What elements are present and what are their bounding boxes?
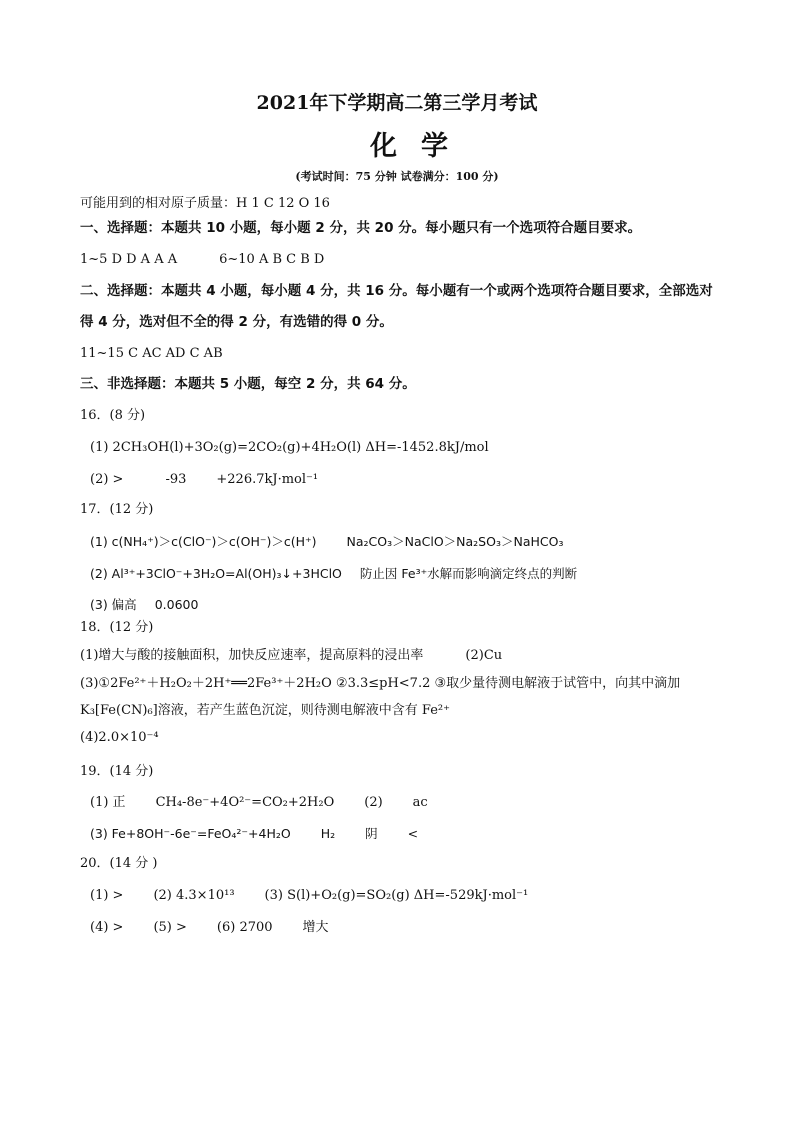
- subject-title: 化学: [370, 131, 472, 162]
- q20-part1-c: (3) S(l)+O₂(g)=SO₂(g) ΔH=-529kJ·mol⁻¹: [264, 888, 529, 903]
- q16-part1: (1) 2CH₃OH(l)+3O₂(g)=2CO₂(g)+4H₂O(l) ΔH=-1452.8kJ/mol: [90, 440, 489, 455]
- q17-part2-a: (2) Al³⁺+3ClO⁻+3H₂O=Al(OH)₃↓+3HClO: [90, 566, 342, 581]
- q19-part1-a: (1) 正: [90, 795, 126, 810]
- q20-part2-d: 增大: [302, 920, 329, 935]
- section1-answers: [80, 252, 324, 268]
- q19-part1-b: CH₄-8e⁻+4O²⁻=CO₂+2H₂O: [155, 795, 335, 810]
- q16-part2-a: (2) >: [90, 472, 124, 487]
- exam-info: (考试时间：75 分钟 试卷满分：100 分): [295, 170, 499, 183]
- q16-part2: [90, 472, 318, 488]
- q19-label: 19．(14 分): [80, 764, 154, 779]
- section2-heading-2: 得 4 分，选对但不全的得 2 分，有选错的得 0 分。: [80, 314, 393, 330]
- atomic-masses: 可能用到的相对原子质量：H 1 C 12 O 16: [80, 196, 330, 211]
- q20-part2: [90, 920, 329, 936]
- q18-part1: [80, 648, 502, 664]
- q19-part3-d: <: [407, 826, 419, 841]
- q16-part2-b: -93: [165, 472, 187, 487]
- q17-part1-b: Na₂CO₃＞NaClO＞Na₂SO₃＞NaHCO₃: [346, 534, 564, 549]
- q19-part3: [90, 826, 418, 842]
- q17-part2: [90, 566, 577, 582]
- q20-part1-b: (2) 4.3×10¹³: [153, 888, 235, 903]
- q18-part3-line2: K₃[Fe(CN)₆]溶液，若产生蓝色沉淀，则待测电解液中含有 Fe²⁺: [80, 703, 450, 718]
- q18-part1-a: (1)增大与酸的接触面积，加快反应速率，提高原料的浸出率: [80, 648, 424, 663]
- q16-part2-c: +226.7kJ·mol⁻¹: [216, 472, 319, 487]
- q17-part2-b: 防止因 Fe³⁺水解而影响滴定终点的判断: [359, 566, 578, 581]
- q17-part1-a: (1) c(NH₄⁺)＞c(ClO⁻)＞c(OH⁻)＞c(H⁺): [90, 534, 317, 549]
- q16-label: 16．(8 分): [80, 408, 146, 423]
- q18-label: 18．(12 分): [80, 620, 154, 635]
- q17-label: 17．(12 分): [80, 502, 154, 517]
- q17-part3: [90, 597, 198, 613]
- section2-answers: 11~15 C AC AD C AB: [80, 346, 223, 361]
- q19-part1: [90, 795, 428, 811]
- q17-part3-a: (3) 偏高: [90, 597, 137, 612]
- section1-heading: 一、选择题：本题共 10 小题，每小题 2 分，共 20 分。每小题只有一个选项符合题目要求。: [80, 220, 642, 236]
- q17-part1: [90, 534, 563, 550]
- q19-part3-b: H₂: [320, 826, 336, 841]
- section1-answers-a: 1~5 D D A A A: [80, 252, 178, 267]
- q18-part4: (4)2.0×10⁻⁴: [80, 730, 159, 745]
- q18-part1-b: (2)Cu: [465, 648, 503, 663]
- q20-part2-c: (6) 2700: [216, 920, 273, 935]
- q20-part1-a: (1) >: [90, 888, 124, 903]
- exam-title: 2021年下学期高二第三学月考试: [256, 92, 538, 114]
- q19-part3-a: (3) Fe+8OH⁻-6e⁻=FeO₄²⁻+4H₂O: [90, 826, 291, 841]
- q20-part2-a: (4) >: [90, 920, 124, 935]
- q20-part2-b: (5) >: [153, 920, 187, 935]
- section3-heading: 三、非选择题：本题共 5 小题，每空 2 分，共 64 分。: [80, 376, 416, 392]
- q20-label: 20．(14 分 ): [80, 856, 158, 871]
- q18-part3-line1: (3)①2Fe²⁺＋H₂O₂＋2H⁺══2Fe³⁺＋2H₂O ②3.3≤pH<7.2 ③取少量待测电解液于试管中，向其中滴加: [80, 676, 681, 691]
- q19-part3-c: 阴: [365, 826, 378, 841]
- section2-heading-1: 二、选择题：本题共 4 小题，每小题 4 分，共 16 分。每小题有一个或两个选项符合题目要求，全部选对: [80, 283, 713, 299]
- q17-part3-b: 0.0600: [154, 597, 199, 612]
- q19-part1-d: ac: [412, 795, 428, 810]
- q20-part1: [90, 888, 528, 904]
- q19-part1-c: (2): [364, 795, 383, 810]
- section1-answers-b: 6~10 A B C B D: [219, 252, 325, 267]
